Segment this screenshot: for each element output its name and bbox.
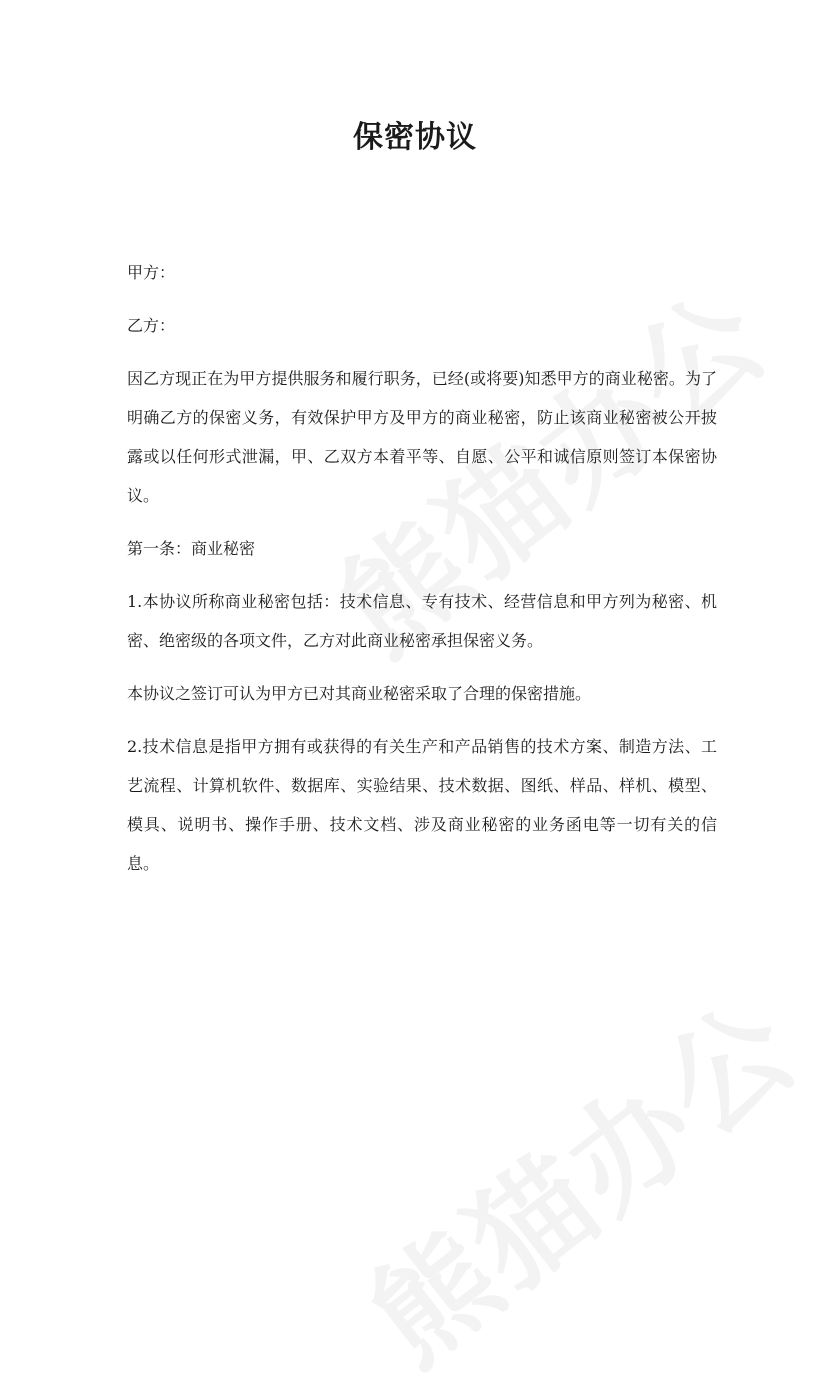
document-title: 保密协议	[353, 120, 477, 155]
clause-1-note-paragraph: 本协议之签订可认为甲方已对其商业秘密采取了合理的保密措施。	[127, 684, 592, 703]
party-a-line: 甲方：	[127, 263, 176, 282]
clause-1-paragraph: 1.本协议所称商业秘密包括：技术信息、专有技术、经营信息和甲方列为秘密、机密、绝密级的各项文件，乙方对此商业秘密承担保密义务。	[127, 592, 717, 650]
document-body	[127, 253, 717, 897]
intro-paragraph: 因乙方现正在为甲方提供服务和履行职务，已经(或将要)知悉甲方的商业秘密。为了明确乙方的保密义务，有效保护甲方及甲方的商业秘密，防止该商业秘密被公开披露或以任何形式泄漏，甲、乙双方本着平等、自愿、公平和诚信原则签订本保密协议。	[127, 369, 717, 505]
party-b-line: 乙方：	[127, 316, 176, 335]
watermark	[330, 956, 827, 1396]
article-1-heading: 第一条：商业秘密	[127, 539, 256, 558]
clause-2-paragraph: 2.技术信息是指甲方拥有或获得的有关生产和产品销售的技术方案、制造方法、工艺流程、计算机软件、数据库、实验结果、技术数据、图纸、样品、样机、模型、模具、说明书、操作手册、技术文档、涉及商业秘密的业务函电等一切有关的信息。	[127, 737, 717, 873]
